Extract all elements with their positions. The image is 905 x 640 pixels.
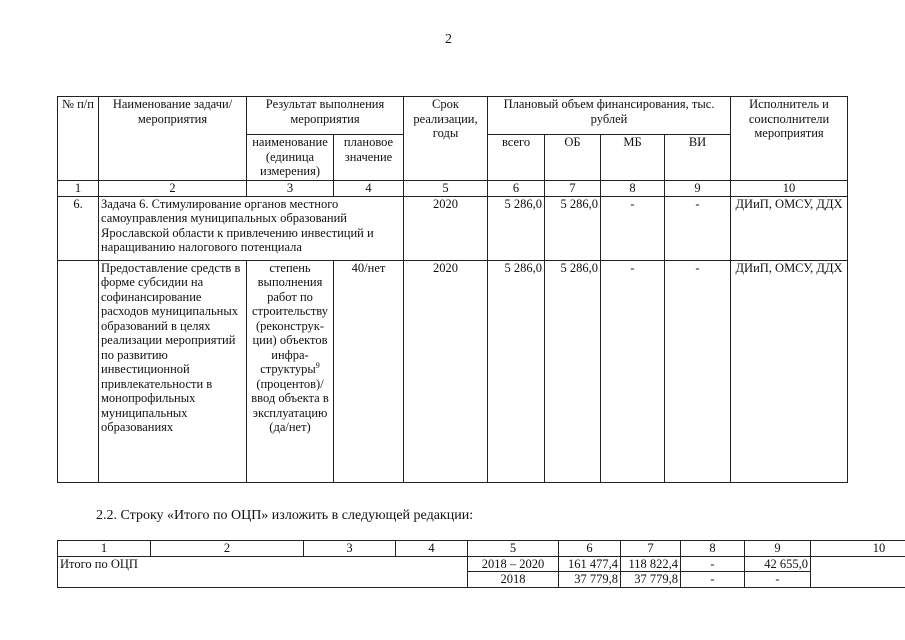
col-number: 9 [665, 181, 731, 197]
task-total: 5 286,0 [488, 196, 545, 260]
header-vi: ВИ [665, 135, 731, 181]
header-term: Срок реализации, годы [404, 97, 488, 181]
measure-num [58, 260, 99, 482]
total-executor [811, 556, 905, 587]
header-result-name: наименование (единица измерения) [247, 135, 334, 181]
col-number: 10 [811, 541, 905, 557]
col-number: 2 [151, 541, 304, 557]
col-number: 4 [396, 541, 468, 557]
amendment-note: 2.2. Строку «Итого по ОЦП» изложить в следующей редакции: [96, 508, 474, 523]
col-number: 1 [58, 181, 99, 197]
col-number: 7 [545, 181, 601, 197]
total-sum: 161 477,4 [559, 556, 621, 572]
measure-total: 5 286,0 [488, 260, 545, 482]
year-mb: - [681, 572, 745, 588]
col-number: 3 [247, 181, 334, 197]
header-num: № п/п [58, 97, 99, 181]
col-number: 6 [488, 181, 545, 197]
col-number: 1 [58, 541, 151, 557]
col-number: 5 [404, 181, 488, 197]
col-number: 4 [334, 181, 404, 197]
col-number: 3 [304, 541, 396, 557]
header-name: Наименование задачи/ мероприятия [99, 97, 247, 181]
measure-result-name-text: степень выполнения работ по строительству (реконструк-ции) объектов инфра-структуры [251, 260, 329, 376]
footnote-marker: 9 [315, 360, 320, 370]
measure-result-name [247, 260, 334, 482]
task-term: 2020 [404, 196, 488, 260]
measure-name: Предоставление средств в форме субсидии на софинансирование расходов муниципальных образований в целях реализации мероприятий по развитию инвестиционной привлекательности в монопрофильных муниципальных образованиях [99, 260, 247, 482]
header-result-plan: плановое значение [334, 135, 404, 181]
total-table [57, 540, 905, 588]
measure-mb: - [601, 260, 665, 482]
measure-result-plan: 40/нет [334, 260, 404, 482]
header-total: всего [488, 135, 545, 181]
task-mb: - [601, 196, 665, 260]
task-name: Задача 6. Стимулирование органов местного самоуправления муниципальных образований Ярославской области к привлечению инвестиций и наращиванию налогового потенциала [99, 196, 404, 260]
header-ob: ОБ [545, 135, 601, 181]
measure-ob: 5 286,0 [545, 260, 601, 482]
col-number: 7 [621, 541, 681, 557]
header-finance: Плановый объем финансирования, тыс. рублей [488, 97, 731, 135]
col-number: 6 [559, 541, 621, 557]
year-term: 2018 [468, 572, 559, 588]
year-vi: - [745, 572, 811, 588]
header-mb: МБ [601, 135, 665, 181]
task-vi: - [665, 196, 731, 260]
col-number: 5 [468, 541, 559, 557]
col-number: 10 [731, 181, 848, 197]
total-term: 2018 – 2020 [468, 556, 559, 572]
measure-executor: ДИиП, ОМСУ, ДДХ [731, 260, 848, 482]
col-number: 8 [601, 181, 665, 197]
total-mb: - [681, 556, 745, 572]
measure-vi: - [665, 260, 731, 482]
measure-result-name-tail: (процентов)/ ввод объекта в эксплуатацию (да/нет) [251, 376, 329, 434]
header-executor: Исполнитель и соисполнители мероприятия [731, 97, 848, 181]
page-number: 2 [445, 32, 452, 47]
col-number: 2 [99, 181, 247, 197]
header-result: Результат выполнения мероприятия [247, 97, 404, 135]
program-table [57, 96, 848, 483]
measure-term: 2020 [404, 260, 488, 482]
task-executor: ДИиП, ОМСУ, ДДХ [731, 196, 848, 260]
year-sum: 37 779,8 [559, 572, 621, 588]
year-ob: 37 779,8 [621, 572, 681, 588]
task-num: 6. [58, 196, 99, 260]
total-vi: 42 655,0 [745, 556, 811, 572]
col-number: 8 [681, 541, 745, 557]
total-label: Итого по ОЦП [58, 556, 468, 587]
task-ob: 5 286,0 [545, 196, 601, 260]
col-number: 9 [745, 541, 811, 557]
total-ob: 118 822,4 [621, 556, 681, 572]
